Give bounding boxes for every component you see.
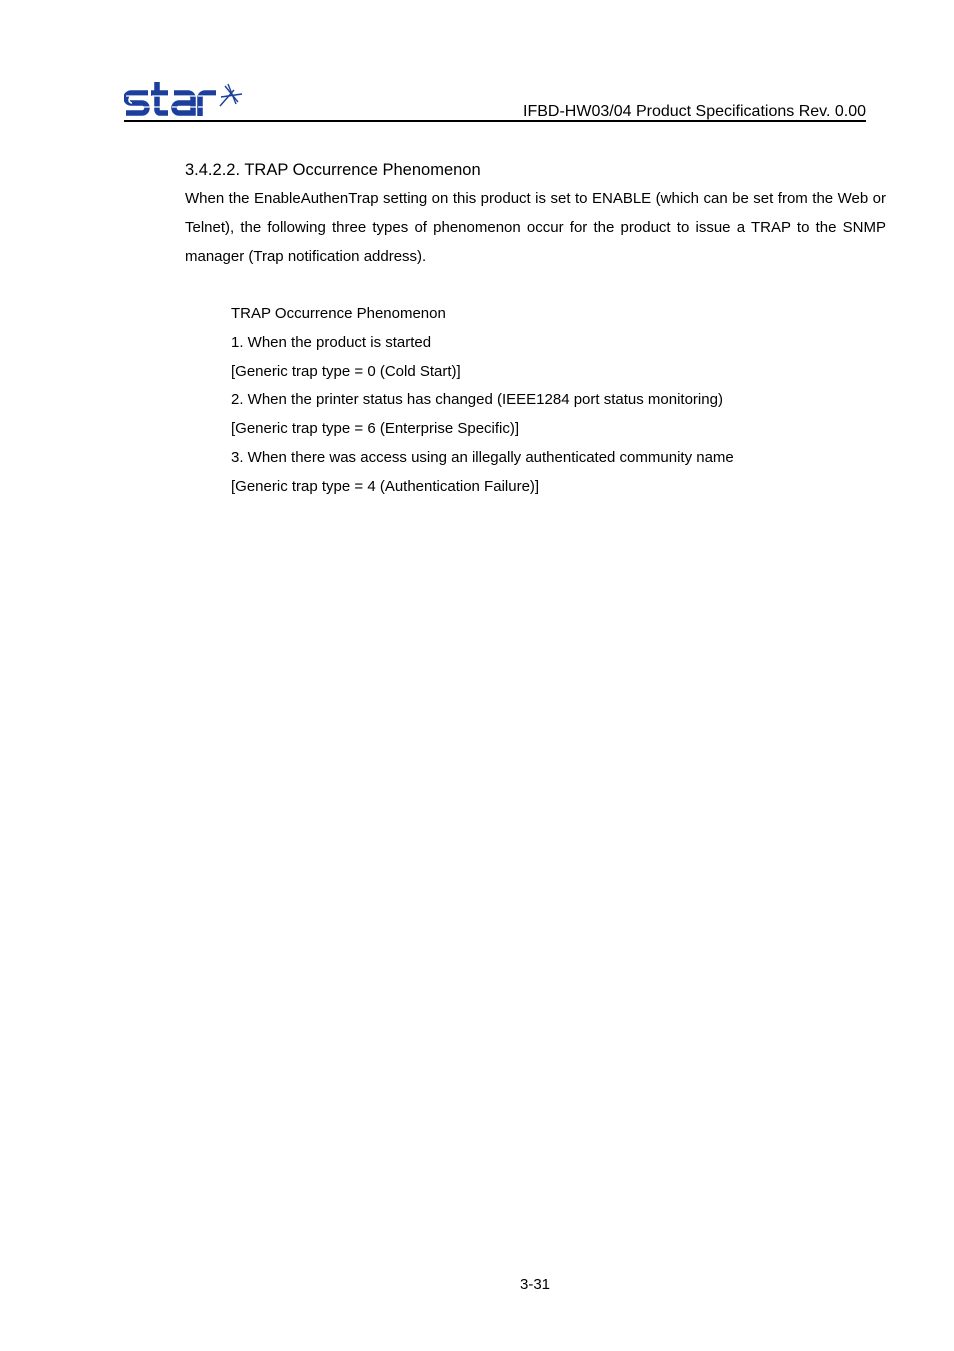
trap-list-item: [Generic trap type = 4 (Authentication Failure)] (231, 477, 540, 495)
star-logo (124, 76, 246, 122)
document-title: IFBD-HW03/04 Product Specifications Rev. 0.00 (523, 103, 866, 120)
trap-list-item: 1. When the product is started (231, 333, 432, 351)
trap-list-item: [Generic trap type = 0 (Cold Start)] (231, 362, 461, 380)
header-divider (124, 120, 866, 122)
page-number: 3-31 (519, 1276, 551, 1293)
trap-list-item: [Generic trap type = 6 (Enterprise Specific)] (231, 420, 520, 438)
trap-phenomenon-list (231, 300, 734, 502)
section-heading: 3.4.2.2. TRAP Occurrence Phenomenon (185, 161, 481, 179)
trap-list-title: TRAP Occurrence Phenomenon (231, 305, 446, 322)
trap-list-item: 2. When the printer status has changed (IEEE1284 port status monitoring) (231, 391, 723, 409)
trap-list-item: 3. When there was access using an illegally authenticated community name (231, 448, 734, 466)
section-paragraph: When the EnableAuthenTrap setting on this product is set to ENABLE (which can be set from the Web or Telnet), the following three types of phenomenon occur for the product to issue a TRAP to the SNMP manager (Trap notification address). (185, 190, 886, 265)
